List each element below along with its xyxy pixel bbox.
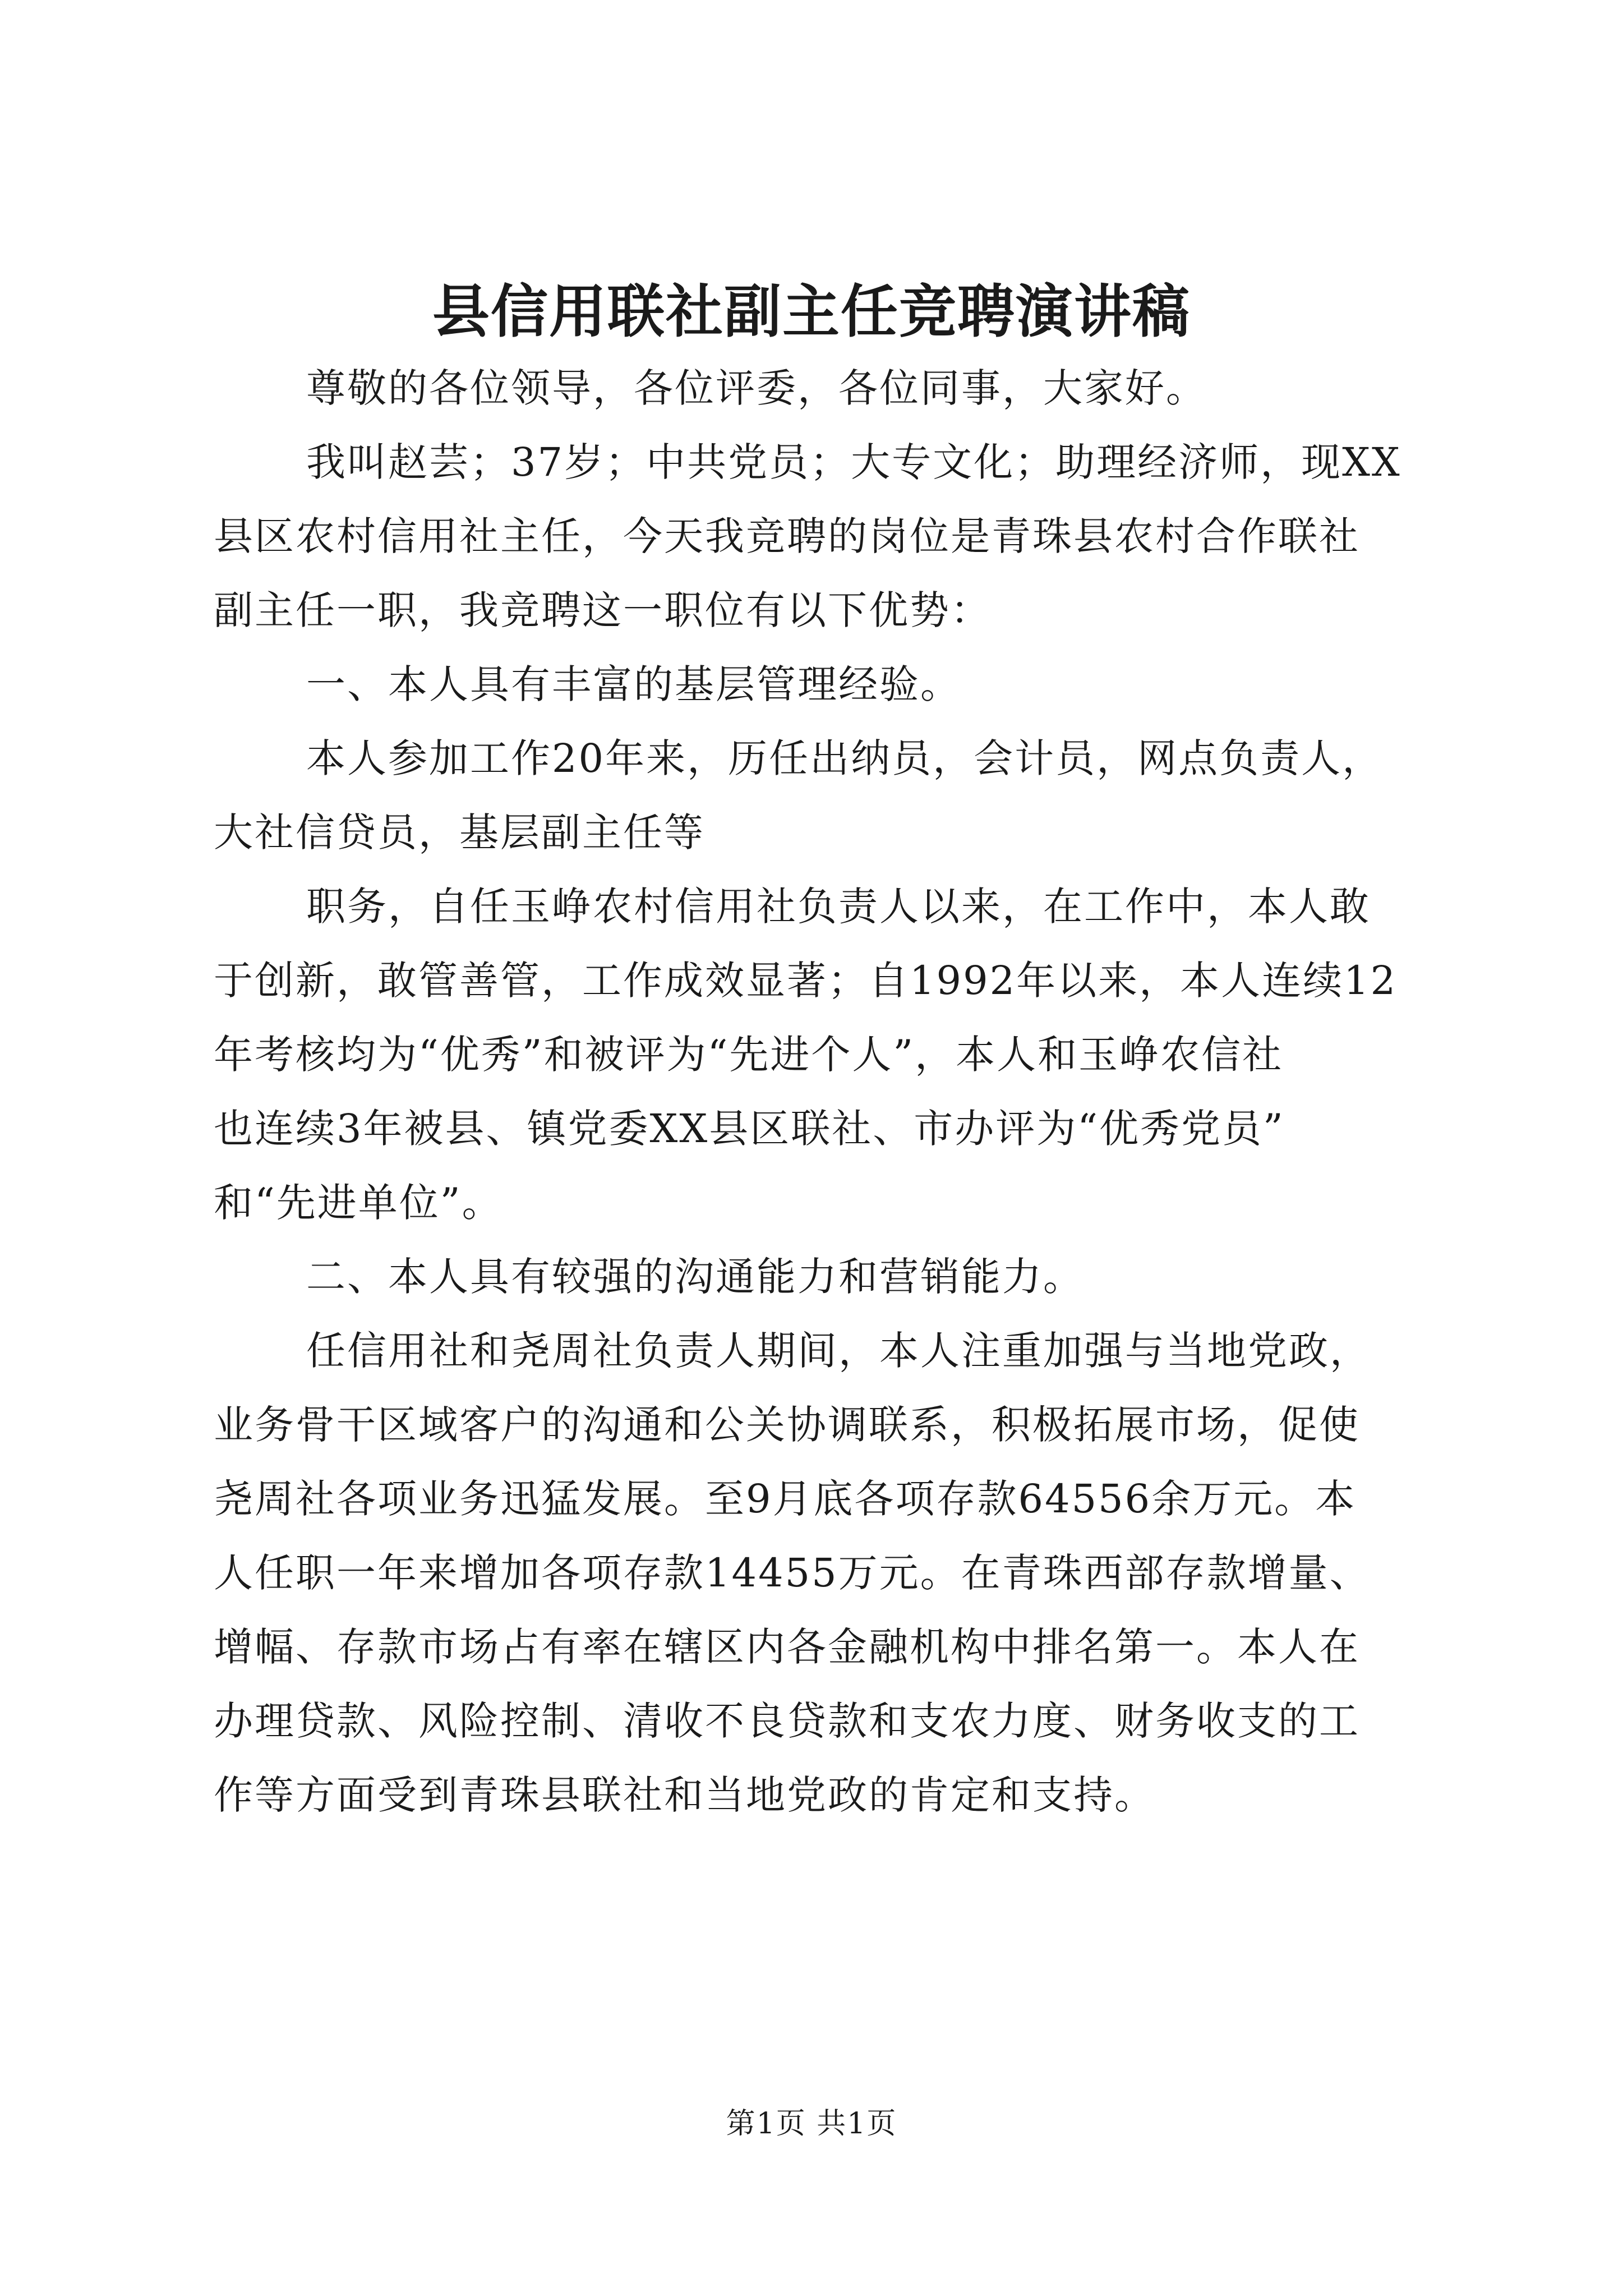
document-body — [214, 351, 1425, 1832]
text-line: 副主任一职，我竞聘这一职位有以下优势： — [214, 587, 992, 633]
text-line: 年考核均为“优秀”和被评为“先进个人”，本人和玉峥农信社 — [214, 1032, 1284, 1078]
text-line: 尊敬的各位领导，各位评委，各位同事，大家好。 — [306, 365, 1207, 411]
text-line: 我叫赵芸；37岁；中共党员；大专文化；助理经济师，现XX — [306, 439, 1401, 485]
text-line: 增幅、存款市场占有率在辖区内各金融机构中排名第一。本人在 — [214, 1624, 1360, 1670]
text-line: 办理贷款、风险控制、清收不良贷款和支农力度、财务收支的工 — [214, 1698, 1360, 1744]
text-line: 和“先进单位”。 — [214, 1180, 503, 1226]
document-title: 县信用联社副主任竞聘演讲稿 — [432, 278, 1191, 346]
text-line: 大社信贷员，基层副主任等 — [214, 809, 705, 855]
text-line: 县区农村信用社主任，今天我竞聘的岗位是青珠县农村合作联社 — [214, 513, 1360, 559]
text-line: 业务骨干区域客户的沟通和公关协调联系，积极拓展市场，促使 — [214, 1402, 1360, 1448]
text-line: 作等方面受到青珠县联社和当地党政的肯定和支持。 — [214, 1772, 1155, 1818]
text-line: 职务，自任玉峥农村信用社负责人以来，在工作中，本人敢 — [306, 884, 1371, 930]
text-line: 任信用社和尧周社负责人期间，本人注重加强与当地党政， — [306, 1328, 1371, 1374]
text-line: 一、本人具有丰富的基层管理经验。 — [306, 661, 961, 707]
page-footer: 第1页 共1页 — [726, 2107, 897, 2141]
text-line: 也连续3年被县、镇党委XX县区联社、市办评为“优秀党员” — [214, 1106, 1285, 1152]
text-line: 于创新，敢管善管，工作成效显著；自1992年以来，本人连续12 — [214, 958, 1398, 1004]
text-line: 人任职一年来增加各项存款14455万元。在青珠西部存款增量、 — [214, 1550, 1371, 1596]
text-line: 尧周社各项业务迅猛发展。至9月底各项存款64556余万元。本 — [214, 1476, 1357, 1522]
text-line: 本人参加工作20年来，历任出纳员，会计员，网点负责人， — [306, 735, 1384, 781]
text-line: 二、本人具有较强的沟通能力和营销能力。 — [306, 1254, 1084, 1300]
